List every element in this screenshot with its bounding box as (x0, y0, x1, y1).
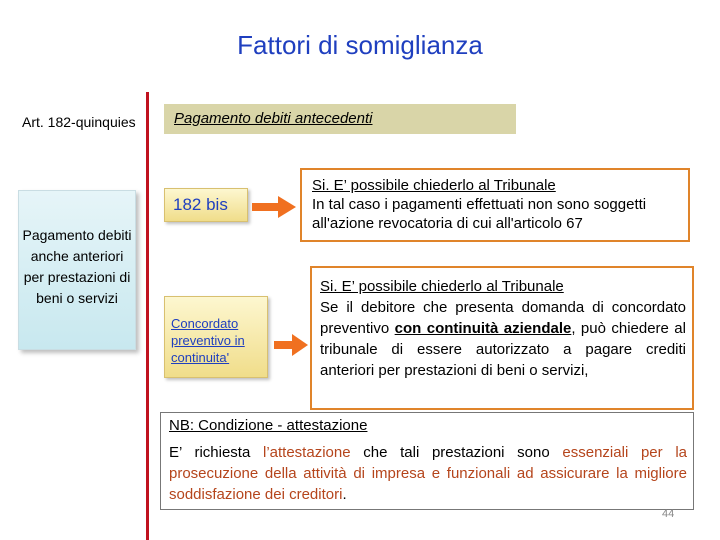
header-box (164, 104, 516, 134)
article-label: Art. 182-quinquies (22, 114, 136, 130)
bis-answer-box (300, 168, 690, 242)
left-info-box: Pagamento debiti anche anteriori per prestazioni di beni o servizi (18, 190, 136, 350)
concordato-answer-heading: Si. E’ possibile chiederlo al Tribunale (320, 278, 564, 295)
nb-text-essenziali: essenziali per la prosecuzione della attività di impresa e funzionali ad assicurare la migliore soddisfazione dei creditori (169, 444, 687, 503)
arrow-right-icon (252, 196, 296, 218)
header-box-label: Pagamento debiti antecedenti (174, 110, 373, 127)
concordato-text-after: , può chiedere al tribunale di essere autorizzato a pagare crediti anteriori per prestazioni di beni o servizi, (320, 320, 686, 379)
nb-text-1: E’ richiesta (169, 444, 263, 461)
concordato-answer-box (310, 266, 694, 410)
page-number: 44 (662, 508, 675, 520)
nb-text-3: che tali prestazioni sono (350, 444, 563, 461)
bis-answer-text: In tal caso i pagamenti effettuati non sono soggetti all'azione revocatoria di cui all'articolo 67 (312, 196, 647, 232)
bis-box: 182 bis (164, 188, 248, 222)
concordato-text-before: Se il debitore che presenta domanda di concordato preventivo (320, 299, 686, 337)
nb-heading: NB: Condizione - attestazione (169, 417, 368, 434)
nb-box (160, 412, 694, 510)
continuita-emphasis: con continuità aziendale (394, 320, 572, 337)
nb-text-attestazione: l’attestazione (263, 444, 351, 461)
page-title: Fattori di somiglianza (237, 30, 483, 60)
nb-text (169, 442, 687, 505)
nb-text-end: . (342, 486, 347, 503)
concordato-answer-text (320, 297, 686, 381)
arrow-right-icon (274, 334, 308, 356)
concordato-box (164, 296, 268, 378)
concordato-label: Concordato preventivo in continuita' (171, 316, 245, 365)
vertical-divider (146, 92, 149, 540)
bis-answer-heading: Si. E’ possibile chiederlo al Tribunale (312, 177, 556, 194)
